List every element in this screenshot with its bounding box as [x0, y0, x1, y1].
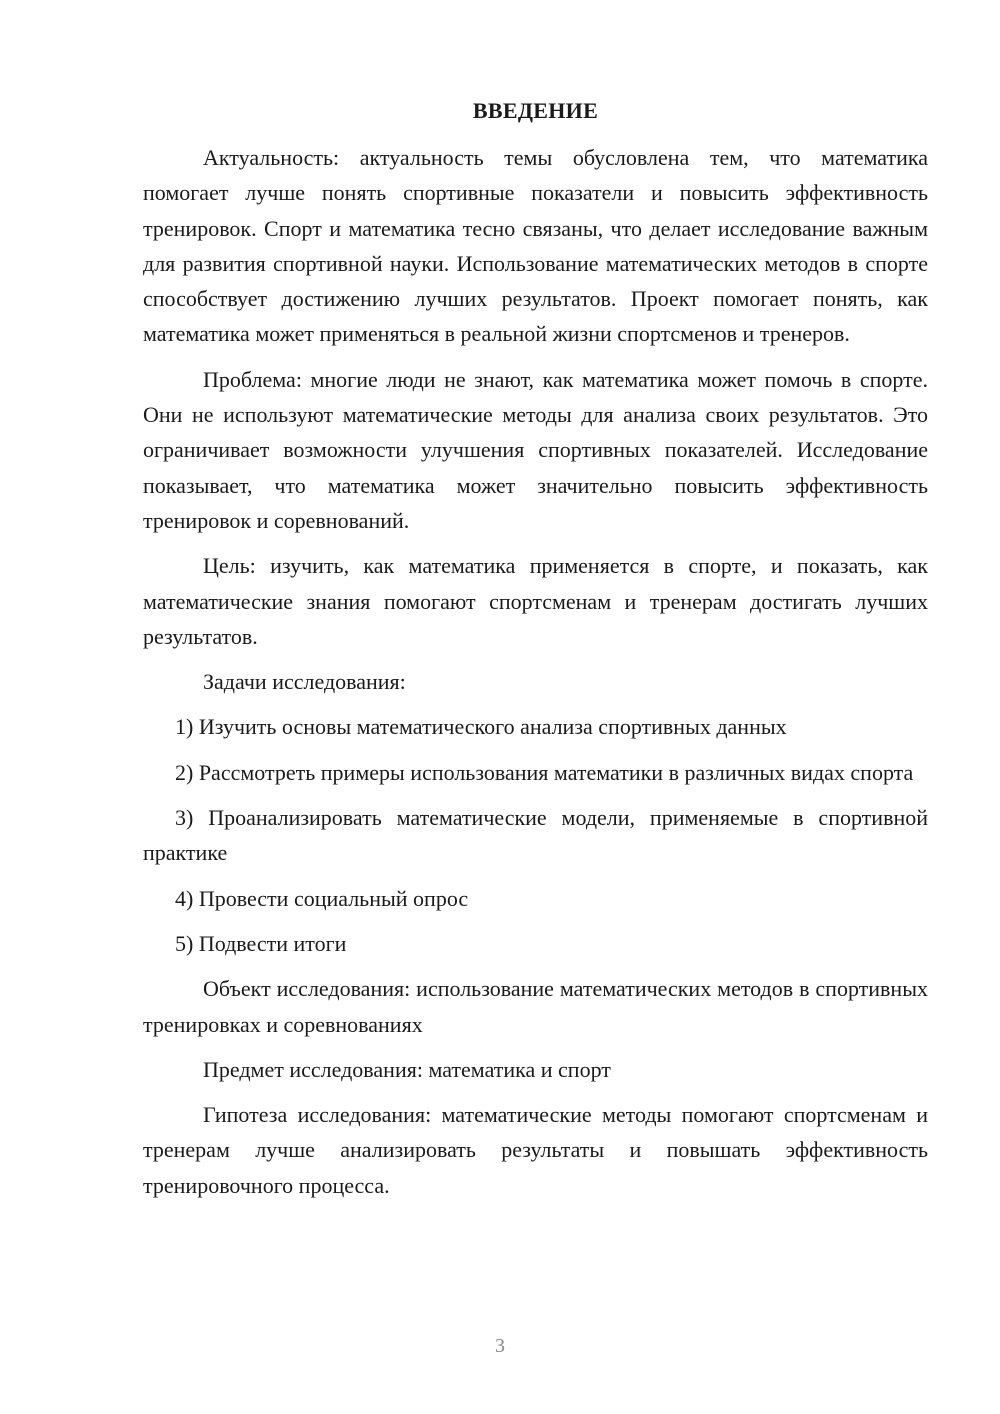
document-page	[143, 96, 928, 1213]
hypothesis-paragraph: Гипотеза исследования: математические методы помогают спортсменам и тренерам лучше анализировать результаты и повышать эффективность тренировочного процесса.	[143, 1102, 928, 1198]
relevance-paragraph: Актуальность: актуальность темы обусловлена тем, что математика помогает лучше понять спортивные показатели и повысить эффективность тренировок. Спорт и математика тесно связаны, что делает исследование важным для развития спортивной науки. Использование математических методов в спорте способствует достижению лучших результатов. Проект помогает понять, как математика может применяться в реальной жизни спортсменов и тренеров.	[143, 145, 928, 347]
problem-paragraph: Проблема: многие люди не знают, как математика может помочь в спорте. Они не используют математические методы для анализа своих результатов. Это ограничивает возможности улучшения спортивных показателей. Исследование показывает, что математика может значительно повысить эффективность тренировок и соревнований.	[143, 366, 928, 533]
task-item-4: 4) Провести социальный опрос	[175, 885, 469, 911]
page-number: 3	[495, 1335, 505, 1357]
subject-paragraph: Предмет исследования: математика и спорт	[203, 1056, 611, 1082]
section-title: ВВЕДЕНИЕ	[472, 98, 599, 123]
tasks-heading: Задачи исследования:	[203, 669, 406, 695]
task-item-1: 1) Изучить основы математического анализа спортивных данных	[175, 714, 787, 740]
task-item-2: 2) Рассмотреть примеры использования математики в различных видах спорта	[175, 759, 914, 785]
goal-paragraph: Цель: изучить, как математика применяется в спорте, и показать, как математические знания помогают спортсменам и тренерам достигать лучших результатов.	[143, 553, 928, 649]
task-item-5: 5) Подвести итоги	[175, 930, 347, 956]
task-item-3: 3) Проанализировать математические модели, применяемые в спортивной практике	[143, 805, 928, 866]
object-paragraph: Объект исследования: использование математических методов в спортивных тренировках и соревнованиях	[143, 976, 928, 1037]
